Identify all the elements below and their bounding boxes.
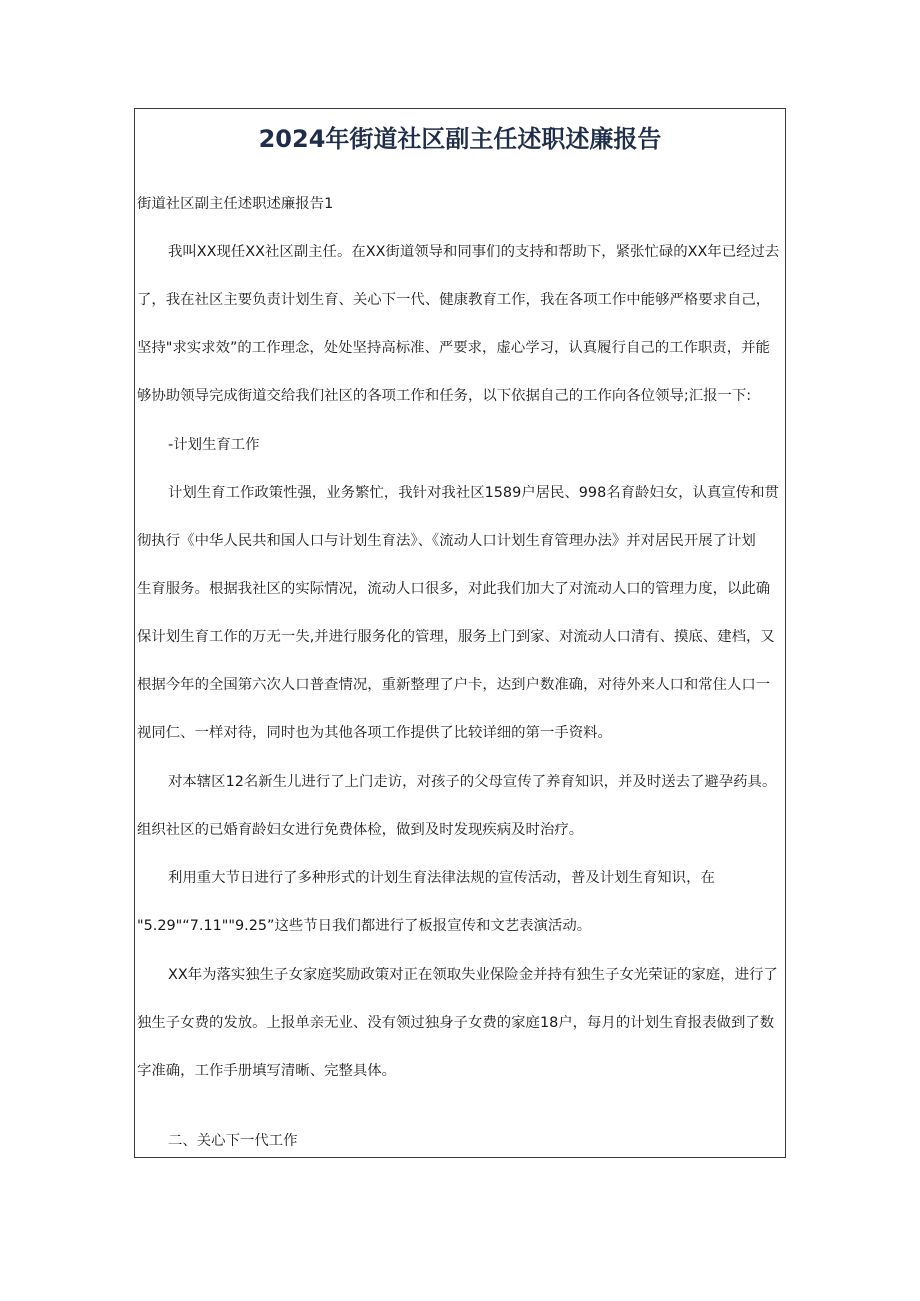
- paragraph-line: 了，我在社区主要负责计划生育、关心下一代、健康教育工作，我在各项工作中能够严格要求自己，: [137, 292, 771, 308]
- paragraph-line: 独生子女费的发放。上报单亲无业、没有领过独身子女费的家庭18户，每月的计划生育报表做到了数: [137, 1015, 775, 1031]
- section-heading: 街道社区副主任述职述廉报告1: [137, 196, 334, 212]
- document-frame: [134, 108, 786, 1158]
- paragraph-line: 生育服务。根据我社区的实际情况，流动人口很多，对此我们加大了对流动人口的管理力度，以此确: [137, 581, 771, 597]
- paragraph-line: XX年为落实独生子女家庭奖励政策对正在领取失业保险金并持有独生子女光荣证的家庭，进行了: [168, 967, 778, 983]
- paragraph-line: "5.29"“7.11""9.25”这些节日我们都进行了板报宣传和文艺表演活动。: [137, 918, 592, 934]
- paragraph-line: 对本辖区12名新生儿进行了上门走访，对孩子的父母宣传了养育知识，并及时送去了避孕药具。: [168, 774, 777, 790]
- paragraph-line: 坚持"求实求效”的工作理念，处处坚持高标准、严要求，虚心学习，认真履行自己的工作职责，并能: [137, 340, 770, 356]
- paragraph-line: 我叫XX现任XX社区副主任。在XX街道领导和同事们的支持和帮助下，紧张忙碌的XX年已经过去: [168, 244, 780, 260]
- paragraph-line: 视同仁、一样对待，同时也为其他各项工作提供了比较详细的第一手资料。: [137, 725, 612, 741]
- paragraph-line: 组织社区的已婚育龄妇女进行免费体检，做到及时发现疾病及时治疗。: [137, 822, 584, 838]
- section-heading: 二、关心下一代工作: [168, 1133, 298, 1149]
- document-title: 2024年街道社区副主任述职述廉报告: [258, 125, 662, 153]
- paragraph-line: 字准确，工作手册填写清晰、完整具体。: [137, 1063, 397, 1079]
- paragraph-line: 利用重大节日进行了多种形式的计划生育法律法规的宣传活动，普及计划生育知识，在: [168, 870, 715, 886]
- paragraph-line: 保计划生育工作的万无一失,并进行服务化的管理，服务上门到家、对流动人口清有、摸底、建档，又: [137, 629, 775, 645]
- paragraph-line: 够协助领导完成街道交给我们社区的各项工作和任务，以下依据自己的工作向各位领导;汇报一下:: [137, 388, 752, 404]
- paragraph-line: 彻执行《中华人民共和国人口与计划生育法》、《流动人口计划生育管理办法》并对居民开展了计划: [137, 533, 756, 549]
- paragraph-line: 计划生育工作政策性强，业务繁忙，我针对我社区1589户居民、998名育龄妇女，认真宣传和贯: [168, 485, 779, 501]
- subsection-heading: -计划生育工作: [168, 437, 260, 453]
- paragraph-line: 根据今年的全国第六次人口普查情况，重新整理了户卡，达到户数准确，对待外来人口和常住人口一: [137, 677, 771, 693]
